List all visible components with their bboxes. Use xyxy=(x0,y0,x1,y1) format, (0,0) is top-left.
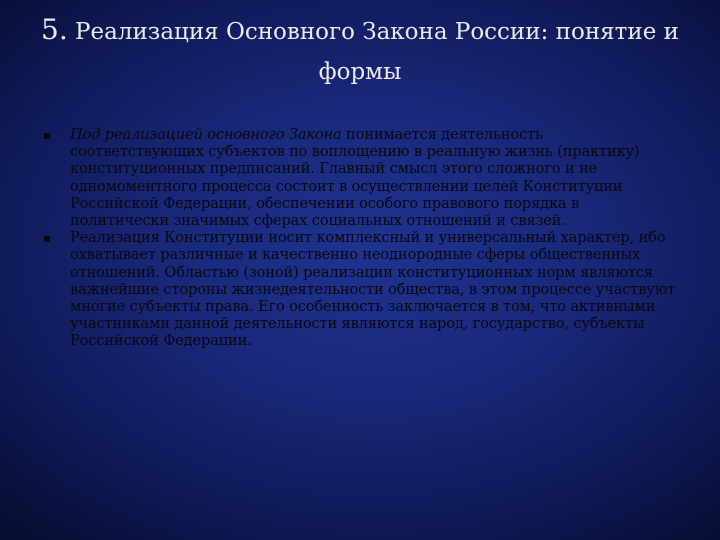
bullet-lead-italic: Под реализацией основного Закона xyxy=(70,126,342,143)
slide-title xyxy=(30,10,690,92)
bullet-item xyxy=(44,126,676,229)
bullet-item xyxy=(44,229,676,349)
title-number: 5. xyxy=(41,13,68,46)
square-bullet-icon xyxy=(44,133,50,139)
bullet-text: Реализация Конституции носит комплексный и универсальный характер, ибо охватывает различные и качественно неоднородные сферы общественных отношений. Областью (зоной) реализации конституционных норм являются важнейшие стороны жизнедеятельности общества, в этом процессе участвуют многие субъекты права. Его особенность заключается в том, что активными участниками данной деятельности являются народ, государство, субъекты Российской Федерации. xyxy=(70,229,676,350)
bullet-text: понимается деятельность соответствующих субъектов по воплощению в реальную жизнь (практику) конституционных предписаний. Главный смысл этого сложного и не одномоментного процесса состоит в осуществлении целей Конституции Российской Федерации, обеспечении особого правового порядка в политически значимых сферах социальных отношений и связей. xyxy=(70,126,640,230)
bullet-list xyxy=(44,126,676,350)
title-text: Реализация Основного Закона России: понятие и формы xyxy=(75,19,679,85)
square-bullet-icon xyxy=(44,236,50,242)
